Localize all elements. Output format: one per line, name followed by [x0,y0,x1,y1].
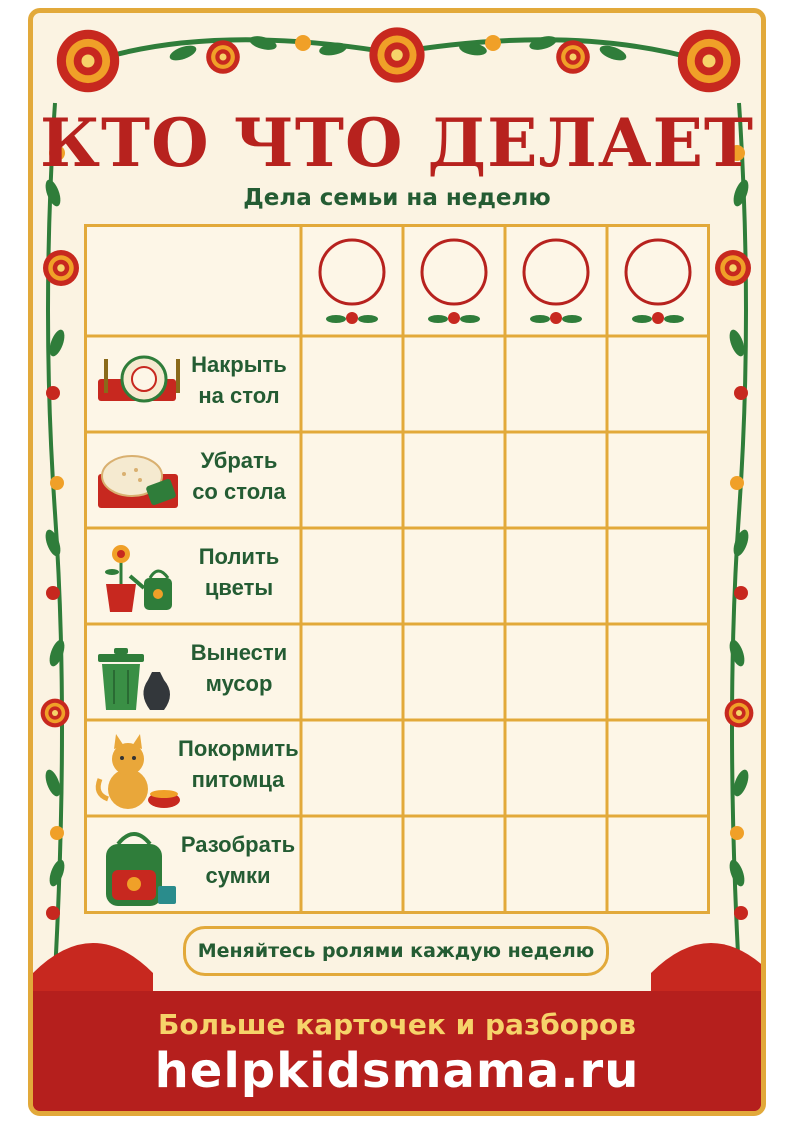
promo-text: Больше карточек и разборов [158,1008,636,1041]
page-title: КТО ЧТО ДЕЛАЕТ [40,104,754,182]
task-label-1: Накрыть на стол [191,352,287,408]
chore-chart-card [28,8,766,1116]
promo-website-link[interactable]: helpkidsmama.ru [154,1043,640,1099]
page-subtitle: Дела семьи на неделю [243,185,551,211]
task-label-3: Полить цветы [198,544,280,600]
left-vine [41,103,79,973]
chore-grid [84,224,710,914]
task-label-6: Разобрать сумки [180,832,296,888]
task-label-4: Вынести мусор [190,640,288,696]
rotate-roles-note: Меняйтесь ролями каждую неделю [183,926,609,976]
task-label-2: Убрать со стола [192,448,286,504]
right-vine [715,103,753,973]
top-garland [57,27,740,92]
task-label-5: Покормить питомца [178,736,299,792]
